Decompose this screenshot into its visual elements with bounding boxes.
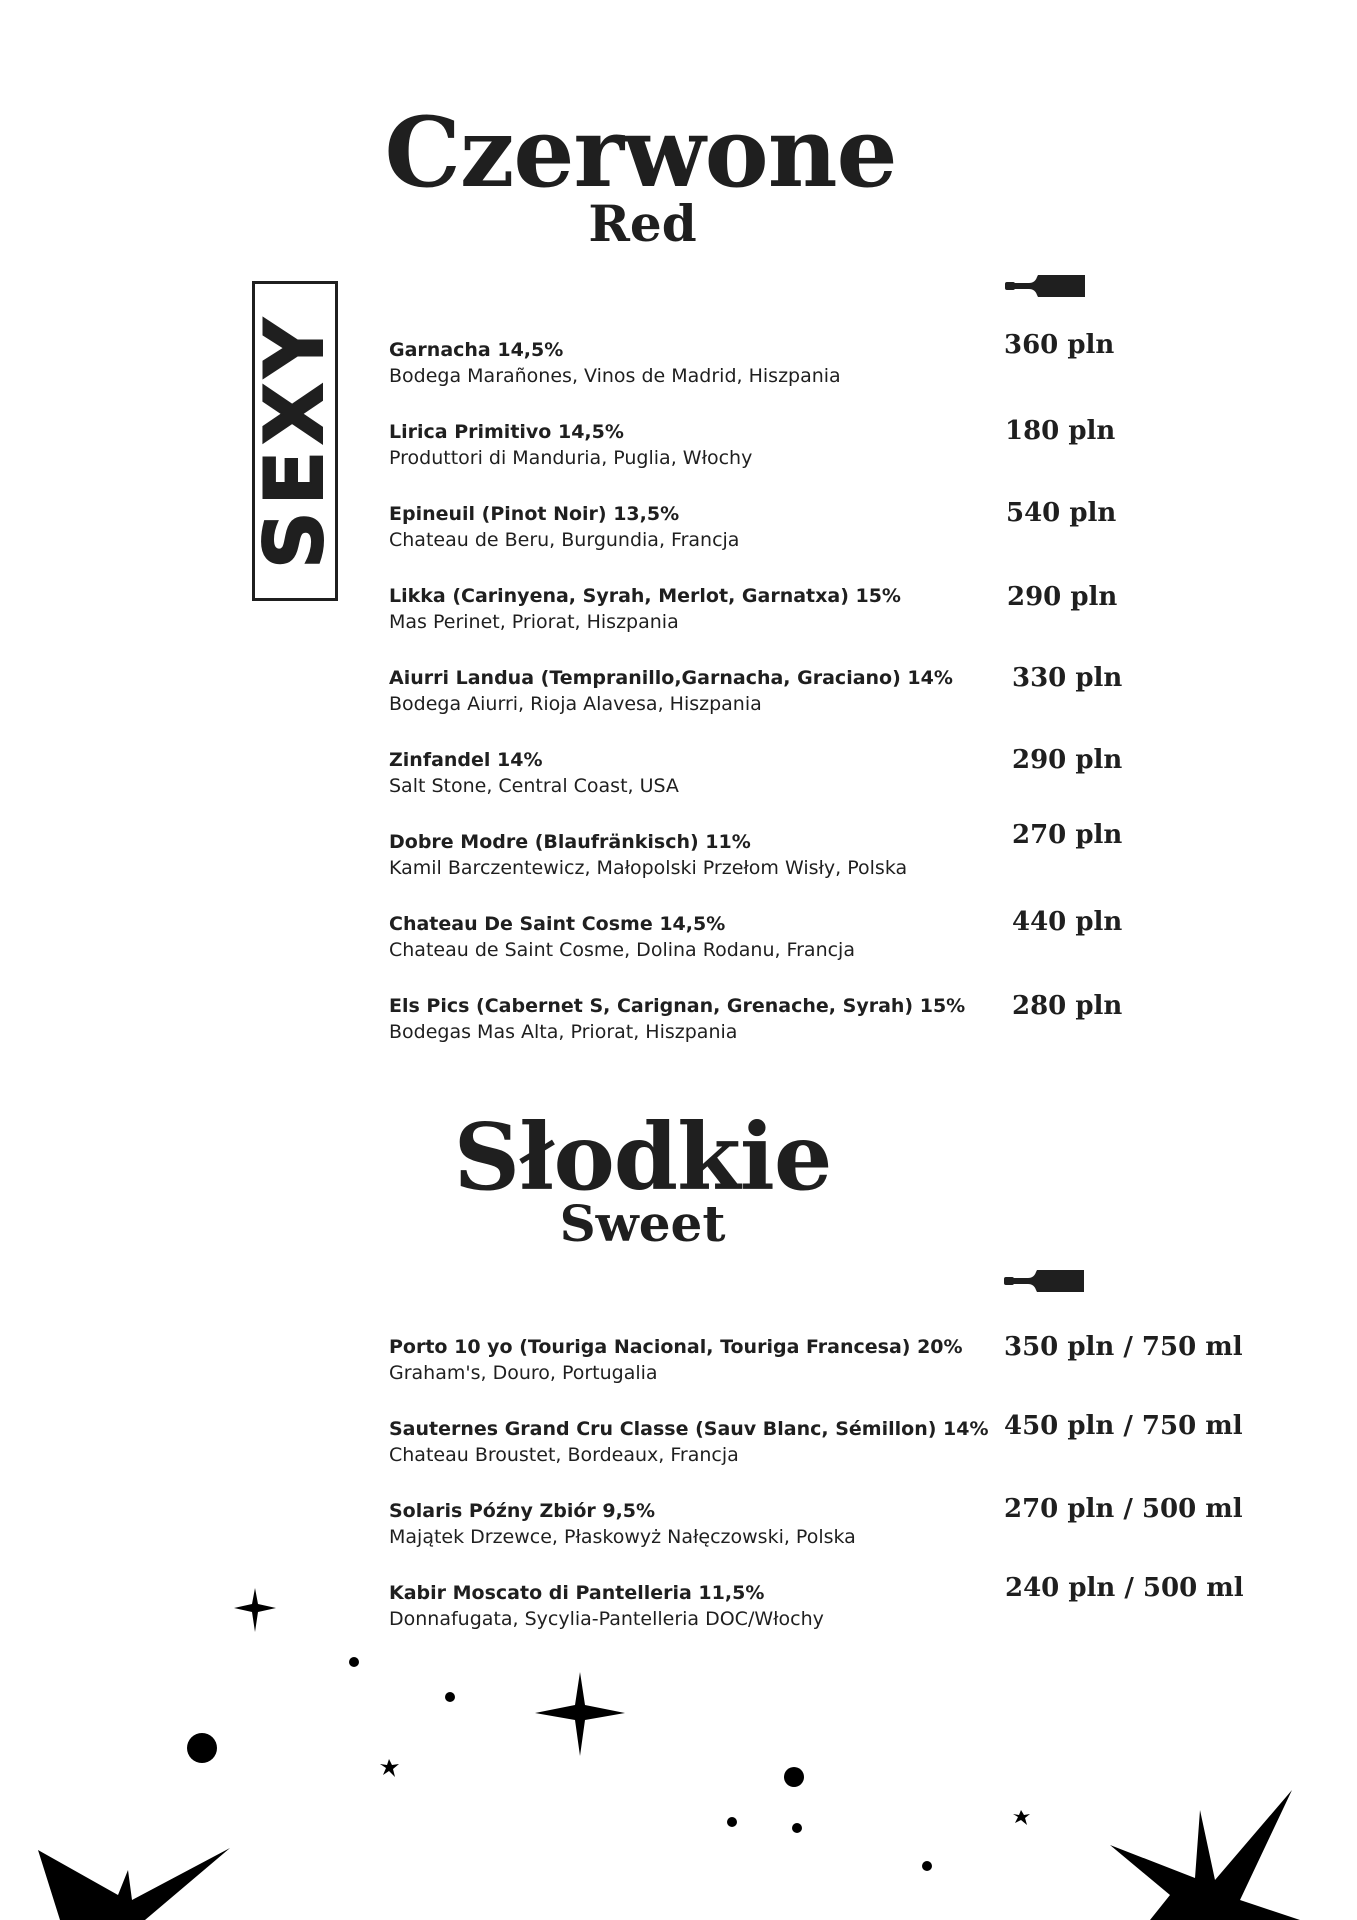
wine-origin: Kamil Barczentewicz, Małopolski Przełom Wisły, Polska: [389, 857, 908, 879]
sparkle-stars-icon: [0, 1560, 1357, 1920]
burst-star-icon: [38, 1848, 230, 1920]
wine-name: Aiurri Landua (Tempranillo,Garnacha, Graciano) 14%: [389, 667, 953, 689]
list-item: [389, 337, 979, 390]
wine-name: Garnacha 14,5%: [389, 339, 564, 361]
wine-price: 270 pln / 500 ml: [1004, 1494, 1243, 1524]
wine-price: 280 pln: [1012, 991, 1123, 1021]
wine-origin: Bodega Marañones, Vinos de Madrid, Hiszpania: [389, 365, 841, 387]
dot-icon: [445, 1692, 455, 1702]
section-subtitle-sweet: Sweet: [559, 1194, 726, 1253]
burst-star-icon: [1110, 1790, 1300, 1920]
wine-price: 350 pln / 750 ml: [1004, 1332, 1243, 1362]
wine-price: 180 pln: [1005, 416, 1116, 446]
list-item: [389, 583, 979, 636]
sparkle-star-icon: [1013, 1810, 1030, 1825]
list-item: [389, 1416, 989, 1469]
wine-name: Epineuil (Pinot Noir) 13,5%: [389, 503, 680, 525]
dot-icon: [922, 1861, 932, 1871]
list-item: [389, 665, 979, 718]
wine-price: 290 pln: [1012, 745, 1123, 775]
wine-bottle-icon: [1005, 275, 1085, 297]
wine-price: 290 pln: [1007, 582, 1118, 612]
sparkle-star-icon: [380, 1759, 399, 1777]
wine-origin: Chateau Broustet, Bordeaux, Francja: [389, 1444, 739, 1466]
dot-icon: [349, 1657, 359, 1667]
wine-origin: Salt Stone, Central Coast, USA: [389, 775, 679, 797]
wine-name: Chateau De Saint Cosme 14,5%: [389, 913, 726, 935]
wine-origin: Majątek Drzewce, Płaskowyż Nałęczowski, Polska: [389, 1526, 856, 1548]
wine-price: 270 pln: [1012, 820, 1123, 850]
wine-origin: Mas Perinet, Priorat, Hiszpania: [389, 611, 679, 633]
list-item: [389, 993, 979, 1046]
wine-name: Zinfandel 14%: [389, 749, 543, 771]
list-item: [389, 501, 979, 554]
wine-price: 330 pln: [1012, 663, 1123, 693]
list-item: [389, 1334, 979, 1387]
wine-name: Lirica Primitivo 14,5%: [389, 421, 624, 443]
wine-bottle-icon: [1004, 1270, 1084, 1292]
wine-price: 450 pln / 750 ml: [1004, 1411, 1243, 1441]
wine-name: Els Pics (Cabernet S, Carignan, Grenache, Syrah) 15%: [389, 995, 966, 1017]
wine-origin: Bodegas Mas Alta, Priorat, Hiszpania: [389, 1021, 738, 1043]
dot-icon: [792, 1823, 802, 1833]
section-subtitle-red: Red: [588, 194, 697, 253]
dot-icon: [727, 1817, 737, 1827]
list-item: [389, 911, 979, 964]
wine-name: Dobre Modre (Blaufränkisch) 11%: [389, 831, 751, 853]
list-item: [389, 1498, 979, 1551]
wine-origin: Produttori di Manduria, Puglia, Włochy: [389, 447, 753, 469]
list-item: [389, 747, 979, 800]
wine-origin: Chateau de Beru, Burgundia, Francja: [389, 529, 740, 551]
wine-name: Porto 10 yo (Touriga Nacional, Touriga Francesa) 20%: [389, 1336, 963, 1358]
dot-icon: [187, 1733, 217, 1763]
wine-name: Sauternes Grand Cru Classe (Sauv Blanc, Sémillon) 14%: [389, 1418, 989, 1440]
section-title-red: Czerwone: [384, 96, 897, 209]
list-item: [389, 419, 979, 472]
wine-price: 540 pln: [1006, 498, 1117, 528]
sexy-badge: [248, 281, 341, 601]
wine-origin: Chateau de Saint Cosme, Dolina Rodanu, Francja: [389, 939, 855, 961]
wine-price: 240 pln / 500 ml: [1005, 1573, 1244, 1603]
sparkle-star-icon: [535, 1672, 625, 1756]
wine-origin: Graham's, Douro, Portugalia: [389, 1362, 658, 1384]
section-title-sweet: Słodkie: [453, 1103, 832, 1211]
wine-name: Likka (Carinyena, Syrah, Merlot, Garnatxa) 15%: [389, 585, 901, 607]
wine-name: Solaris Późny Zbiór 9,5%: [389, 1500, 656, 1522]
wine-price: 360 pln: [1004, 330, 1115, 360]
wine-price: 440 pln: [1012, 907, 1123, 937]
wine-origin: Bodega Aiurri, Rioja Alavesa, Hiszpania: [389, 693, 762, 715]
wine-name: Kabir Moscato di Pantelleria 11,5%: [389, 1582, 765, 1604]
list-item: [389, 829, 979, 882]
sparkle-star-icon: [234, 1588, 276, 1632]
dot-icon: [784, 1767, 804, 1787]
badge-text: SEXY: [248, 313, 341, 569]
wine-origin: Donnafugata, Sycylia-Pantelleria DOC/Włochy: [389, 1608, 824, 1630]
